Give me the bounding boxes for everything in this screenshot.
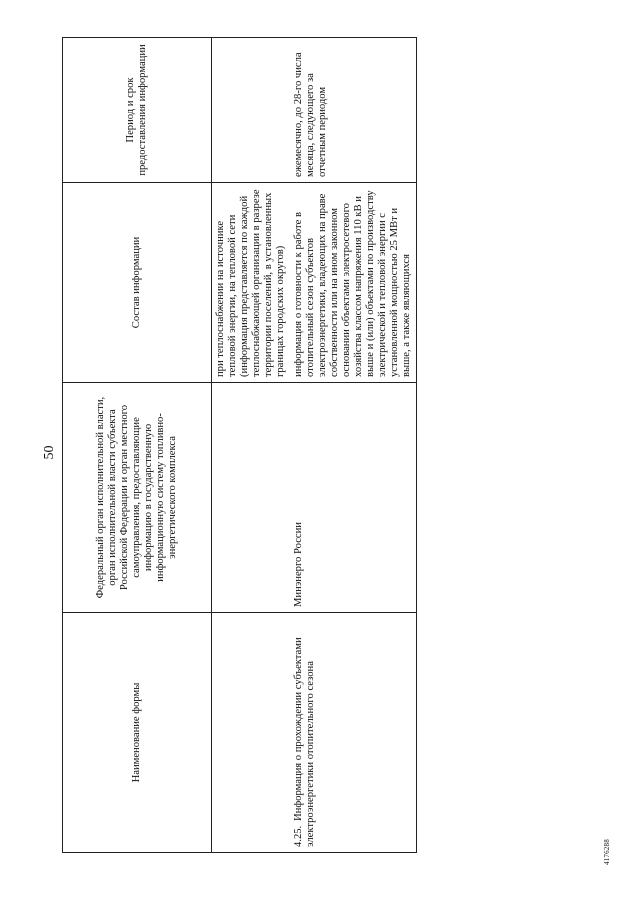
header-form-name: Наименование формы	[63, 613, 212, 853]
row-content: информация о готовности к работе в отопительный сезон субъектов электроэнергетики, владеющих на праве собственности или на ином законном основании объектами электросетевого хозяйства классом напряжения 110 кВ и выше и (или) объектами по производству электрической и тепловой энергии с установленной мощностью 25 МВт и выше, а также являющихся	[290, 183, 417, 383]
information-table	[62, 37, 417, 853]
header-period: Период и срок предоставления информации	[63, 38, 212, 183]
row-form-cell	[290, 613, 417, 853]
row-period: ежемесячно, до 28-го числа месяца, следующего за отчетным периодом	[290, 38, 417, 183]
header-content: Состав информации	[63, 183, 212, 383]
continuation-content: при теплоснабжении на источнике тепловой энергии, на тепловой сети (информация представляется по каждой теплоснабжающей организации в разрезе территории поселений, в установленных границах городских округов)	[215, 189, 286, 377]
header-provider: Федеральный орган исполнительной власти, орган исполнительной власти субъекта Российской Федерации и орган местного самоуправления, предоставляющие информацию в государственную информационную систему топливно-энергетического комплекса	[63, 383, 212, 613]
table-header-row	[63, 38, 212, 853]
table-row	[290, 38, 417, 853]
page-number: 50	[42, 445, 57, 460]
continuation-row	[212, 38, 291, 853]
row-form-name: Информация о прохождении субъектами электроэнергетики отопительного сезона	[293, 637, 316, 847]
document-id: 4176288	[603, 839, 611, 865]
row-number: 4.25.	[293, 825, 304, 847]
row-provider: Минэнерго России	[290, 383, 417, 613]
